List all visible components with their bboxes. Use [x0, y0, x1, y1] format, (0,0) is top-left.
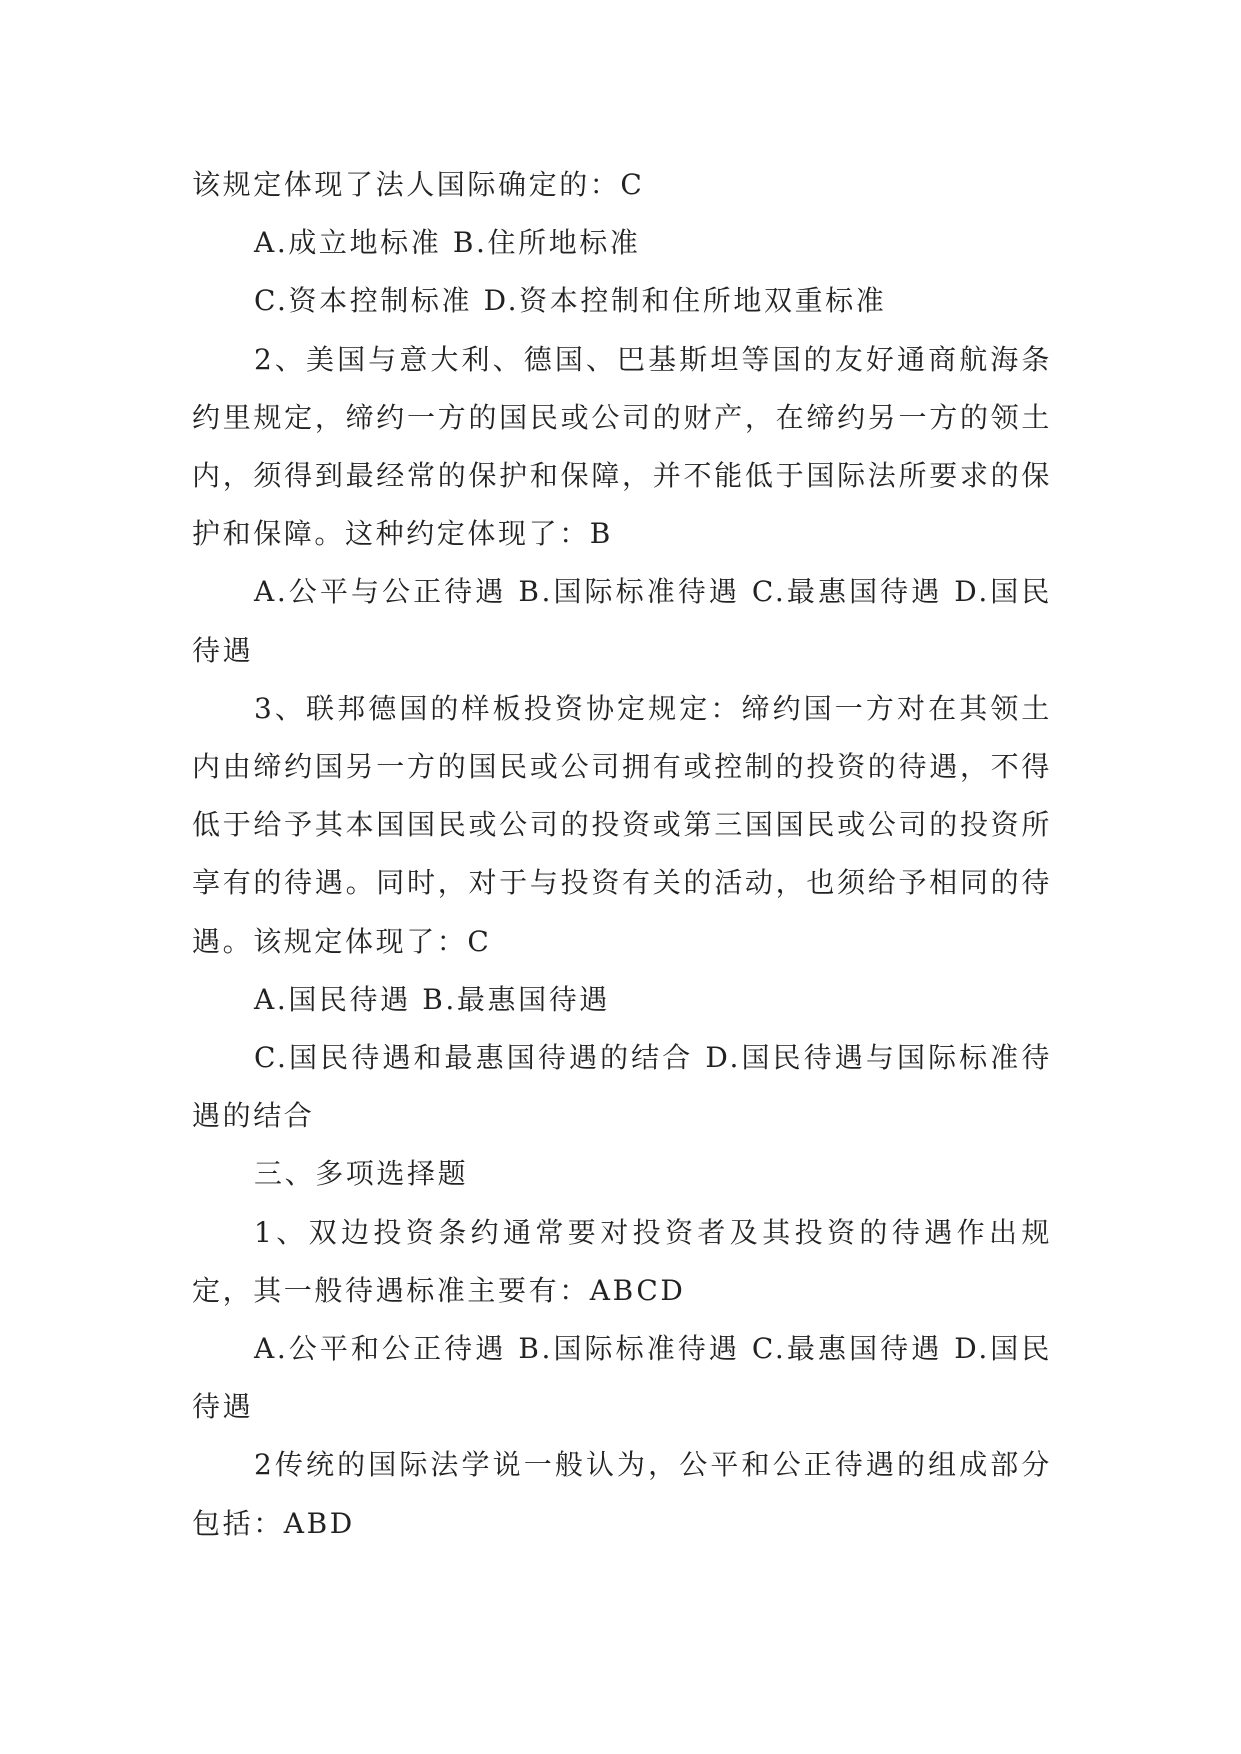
question-paragraph: 3、联邦德国的样板投资协定规定：缔约国一方对在其领土内由缔约国另一方的国民或公司拥有或控制的投资的待遇，不得低于给予其本国国民或公司的投资或第三国国民或公司的投资所享有的待遇。同时，对于与投资有关的活动，也须给予相同的待遇。该规定体现了：C: [192, 691, 1052, 958]
option-line: C.国民待遇和最惠国待遇的结合 D.国民待遇与国际标准待遇的结合: [192, 1041, 1052, 1133]
question-paragraph: 1、双边投资条约通常要对投资者及其投资的待遇作出规定，其一般待遇标准主要有：ABCD: [192, 1215, 1052, 1307]
option-line: C.资本控制标准 D.资本控制和住所地双重标准: [254, 284, 887, 318]
question-paragraph: 2、美国与意大利、德国、巴基斯坦等国的友好通商航海条约里规定，缔约一方的国民或公司的财产，在缔约另一方的领土内，须得到最经常的保护和保障，并不能低于国际法所要求的保护和保障。这种约定体现了：B: [192, 342, 1052, 551]
paragraph: 该规定体现了法人国际确定的：C: [192, 168, 645, 201]
option-line: A.国民待遇 B.最惠国待遇: [254, 982, 610, 1016]
option-line: A.公平与公正待遇 B.国际标准待遇 C.最惠国待遇 D.国民待遇: [192, 575, 1052, 667]
section-heading: 三、多项选择题: [254, 1157, 469, 1191]
option-line: A.成立地标准 B.住所地标准: [254, 226, 641, 260]
document-body: [192, 156, 1052, 1553]
question-paragraph: 2传统的国际法学说一般认为，公平和公正待遇的组成部分包括：ABD: [192, 1448, 1052, 1540]
option-line: A.公平和公正待遇 B.国际标准待遇 C.最惠国待遇 D.国民待遇: [192, 1332, 1052, 1424]
